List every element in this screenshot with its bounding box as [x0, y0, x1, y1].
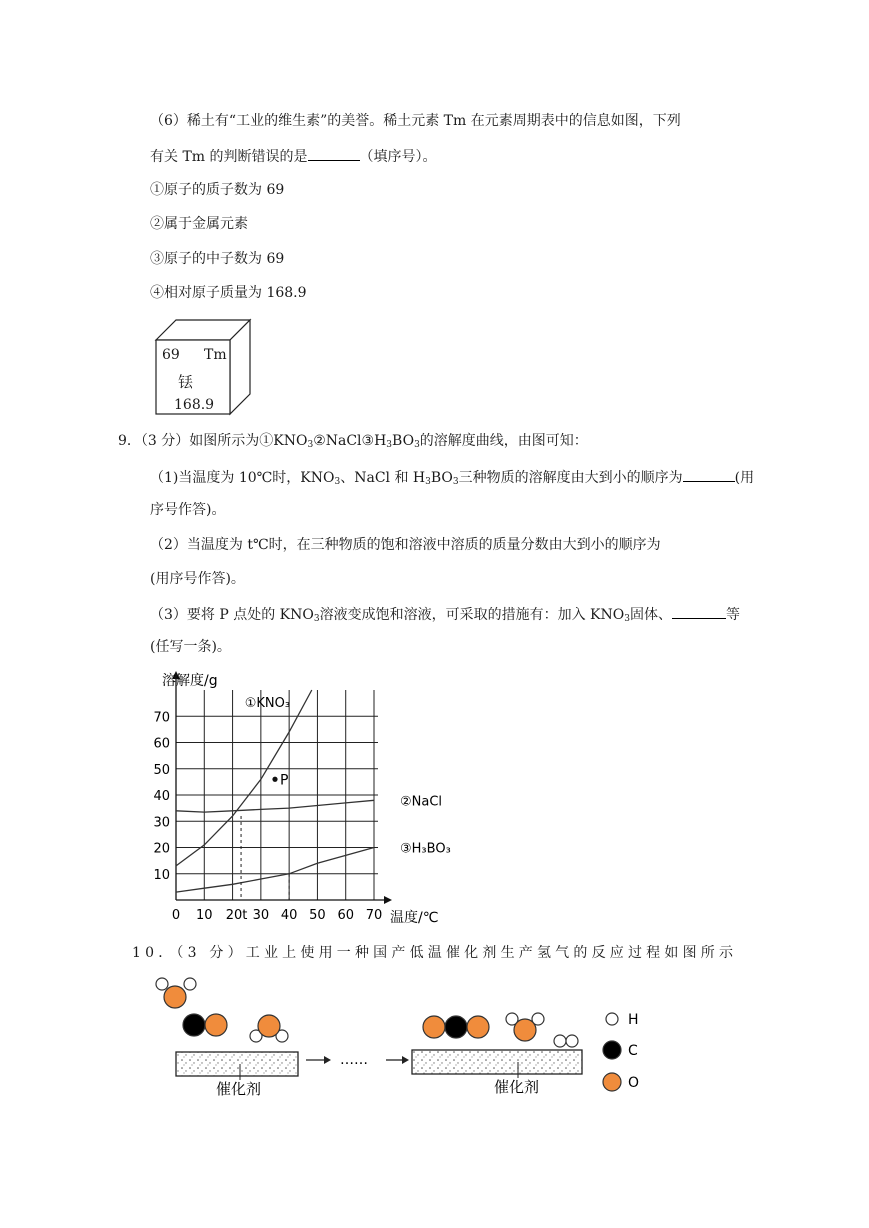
q9-p1-e: (用 [734, 470, 755, 486]
element-symbol: Tm [204, 347, 227, 363]
q9-p3-c: 固体、 [629, 607, 672, 623]
q9-p3-sub1: 3 [313, 614, 320, 624]
series-label-3: ③H₃BO₃ [400, 841, 451, 857]
q9-part3-line1 [150, 604, 740, 628]
x-tick-label: 10 [196, 908, 213, 923]
q9-part2-line2: (用序号作答)。 [150, 571, 245, 587]
q9-p3-a: （3）要将 P 点处的 KNO [150, 607, 314, 623]
atom-c [445, 1016, 467, 1038]
atom-h [606, 1013, 618, 1025]
q9-stem-sub3: 3 [414, 440, 420, 450]
atom-o [514, 1019, 536, 1041]
element-cell [154, 318, 254, 418]
answer-blank-q9-3[interactable] [672, 604, 726, 619]
q9-stem-b: ②NaCl③H [313, 433, 387, 449]
element-name: 铥 [178, 373, 194, 391]
atom-c [183, 1014, 205, 1036]
q9-stem [118, 432, 588, 454]
q9-part1-line2: 序号作答)。 [150, 502, 226, 518]
atom-c [603, 1041, 621, 1059]
x-axis-arrow [384, 896, 392, 904]
series-label-2: ②NaCl [400, 794, 443, 810]
q6-option-4: ④相对原子质量为 168.9 [150, 285, 307, 301]
q9-stem-sub1: 3 [307, 440, 314, 450]
y-tick-label: 10 [153, 867, 170, 883]
q6-option-1: ①原子的质子数为 69 [150, 182, 285, 198]
q9-stem-d: 的溶解度曲线，由图可知： [419, 433, 588, 449]
q9-stem-sub2: 3 [386, 440, 393, 450]
q9-p1-sub3: 3 [452, 477, 459, 487]
ellipsis-dots: …… [340, 1052, 368, 1068]
y-tick-label: 30 [153, 815, 170, 831]
catalyst-label-right: 催化剂 [494, 1078, 540, 1096]
q9-p1-d: 三种物质的溶解度由大到小的顺序为 [458, 470, 683, 486]
x-tick-label: 20t [225, 908, 248, 923]
answer-blank-q9-1[interactable] [683, 467, 735, 482]
y-tick-label: 70 [153, 710, 170, 726]
y-tick-label: 20 [153, 841, 170, 857]
q6-line2-text: 有关 Tm 的判断错误的是 [150, 149, 308, 165]
arrow-right-head [402, 1056, 409, 1064]
x-tick-label: 50 [309, 908, 326, 923]
q9-p3-d: 等 [725, 607, 740, 623]
q6-option-2: ②属于金属元素 [150, 216, 248, 232]
legend-label-c: C [628, 1043, 638, 1059]
atom-o [164, 986, 186, 1008]
q9-p1-sub2: 3 [425, 477, 431, 487]
legend-label-o: O [628, 1075, 640, 1091]
x-tick-label: 30 [252, 908, 270, 923]
atom-o [467, 1016, 489, 1038]
atom-h [554, 1035, 566, 1047]
catalyst-reaction-diagram [140, 970, 680, 1100]
answer-blank-q6[interactable] [308, 146, 360, 161]
point-p-label: P [280, 772, 289, 789]
y-tick-label: 50 [153, 762, 170, 778]
y-axis-label: 溶解度/g [162, 673, 218, 689]
atom-o [258, 1015, 280, 1037]
q6-option-3: ③原子的中子数为 69 [150, 251, 285, 267]
catalyst-label-left: 催化剂 [216, 1080, 262, 1098]
q9-p1-b: 、NaCl 和 H [340, 470, 426, 486]
atom-h [184, 978, 196, 990]
y-tick-label: 60 [153, 736, 170, 752]
q9-part1-line1 [150, 467, 754, 491]
x-tick-label: 0 [171, 908, 181, 923]
legend-label-h: H [628, 1012, 639, 1028]
arrow-left-head [324, 1056, 331, 1064]
y-tick-label: 40 [153, 789, 170, 804]
q9-part2-line1: （2）当温度为 t℃时，在三种物质的饱和溶液中溶质的质量分数由大到小的顺序为 [150, 537, 661, 553]
atom-o [205, 1014, 227, 1036]
q9-stem-a: 9．（3 分）如图所示为①KNO [118, 433, 308, 449]
catalyst-block-left [176, 1052, 298, 1076]
q6-line2-tail: （填序号）。 [359, 149, 437, 165]
q6-line1: （6）稀土有“工业的维生素”的美誉。稀土元素 Tm 在元素周期表中的信息如图，下列 [150, 113, 681, 129]
atom-o [603, 1073, 621, 1091]
solubility-chart [140, 665, 470, 930]
atom-o [423, 1016, 445, 1038]
x-tick-label: 40 [280, 908, 298, 923]
point-p-marker [272, 777, 277, 782]
series-line-3 [176, 848, 374, 893]
q9-stem-c: BO [392, 433, 415, 449]
x-tick-label: 70 [365, 908, 383, 923]
element-number: 69 [162, 347, 180, 363]
x-axis-label: 温度/℃ [390, 910, 439, 926]
q9-p1-c: BO [430, 470, 453, 486]
atom-h [156, 978, 168, 990]
q9-p3-sub2: 3 [624, 614, 630, 624]
series-label-1: ①KNO₃ [244, 696, 291, 711]
catalyst-block-right [412, 1050, 582, 1074]
element-mass: 168.9 [174, 397, 215, 413]
x-tick-label: 60 [337, 908, 354, 923]
q10-stem: 10．（3 分）工业上使用一种国产低温催化剂生产氢气的反应过程如图所示 [132, 945, 738, 961]
series-line-2 [176, 800, 374, 812]
q9-part3-line2: (任写一条)。 [150, 639, 231, 655]
atom-h [566, 1035, 578, 1047]
q9-p1-sub1: 3 [334, 477, 341, 487]
q9-p3-b: 溶液变成饱和溶液，可采取的措施有：加入 KNO [319, 607, 625, 623]
q9-p1-a: （1)当温度为 10℃时，KNO [150, 470, 335, 486]
q6-line2 [150, 146, 437, 166]
